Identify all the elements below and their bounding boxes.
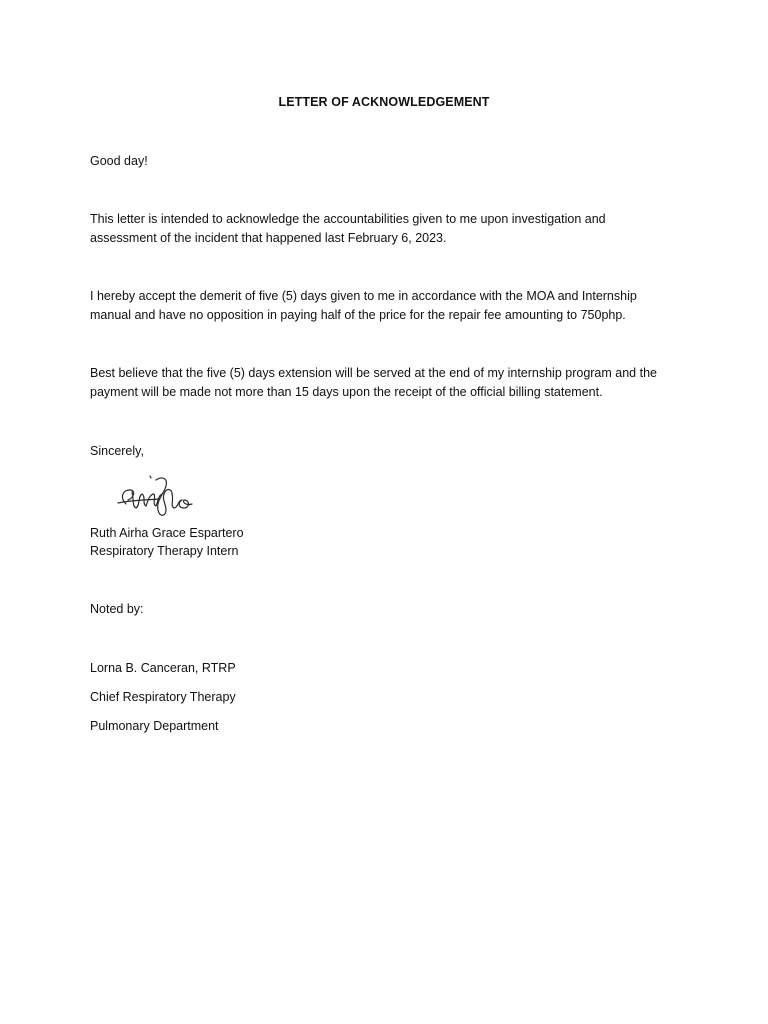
signature-icon — [112, 470, 202, 526]
noted-by-label: Noted by: — [90, 602, 144, 616]
paragraph-1 — [90, 210, 690, 248]
noter-name: Lorna B. Canceran, RTRP — [90, 661, 236, 675]
noter-title: Chief Respiratory Therapy — [90, 690, 236, 704]
paragraph-1-line-1: This letter is intended to acknowledge the accountabilities given to me upon investigation and — [90, 212, 606, 226]
greeting: Good day! — [90, 154, 148, 168]
paragraph-3 — [90, 364, 690, 402]
signer-role: Respiratory Therapy Intern — [90, 544, 239, 558]
letter-title: LETTER OF ACKNOWLEDGEMENT — [278, 95, 490, 109]
paragraph-1-line-2: assessment of the incident that happened last February 6, 2023. — [90, 231, 447, 245]
paragraph-2-line-2: manual and have no opposition in paying half of the price for the repair fee amounting to 750php. — [90, 308, 626, 322]
paragraph-2-line-1: I hereby accept the demerit of five (5) days given to me in accordance with the MOA and Internship — [90, 289, 637, 303]
paragraph-3-line-1: Best believe that the five (5) days extension will be served at the end of my internship program and the — [90, 366, 657, 380]
signer-name: Ruth Airha Grace Espartero — [90, 526, 244, 540]
closing: Sincerely, — [90, 444, 144, 458]
paragraph-3-line-2: payment will be made not more than 15 days upon the receipt of the official billing statement. — [90, 385, 603, 399]
noter-department: Pulmonary Department — [90, 719, 219, 733]
paragraph-2 — [90, 287, 690, 325]
